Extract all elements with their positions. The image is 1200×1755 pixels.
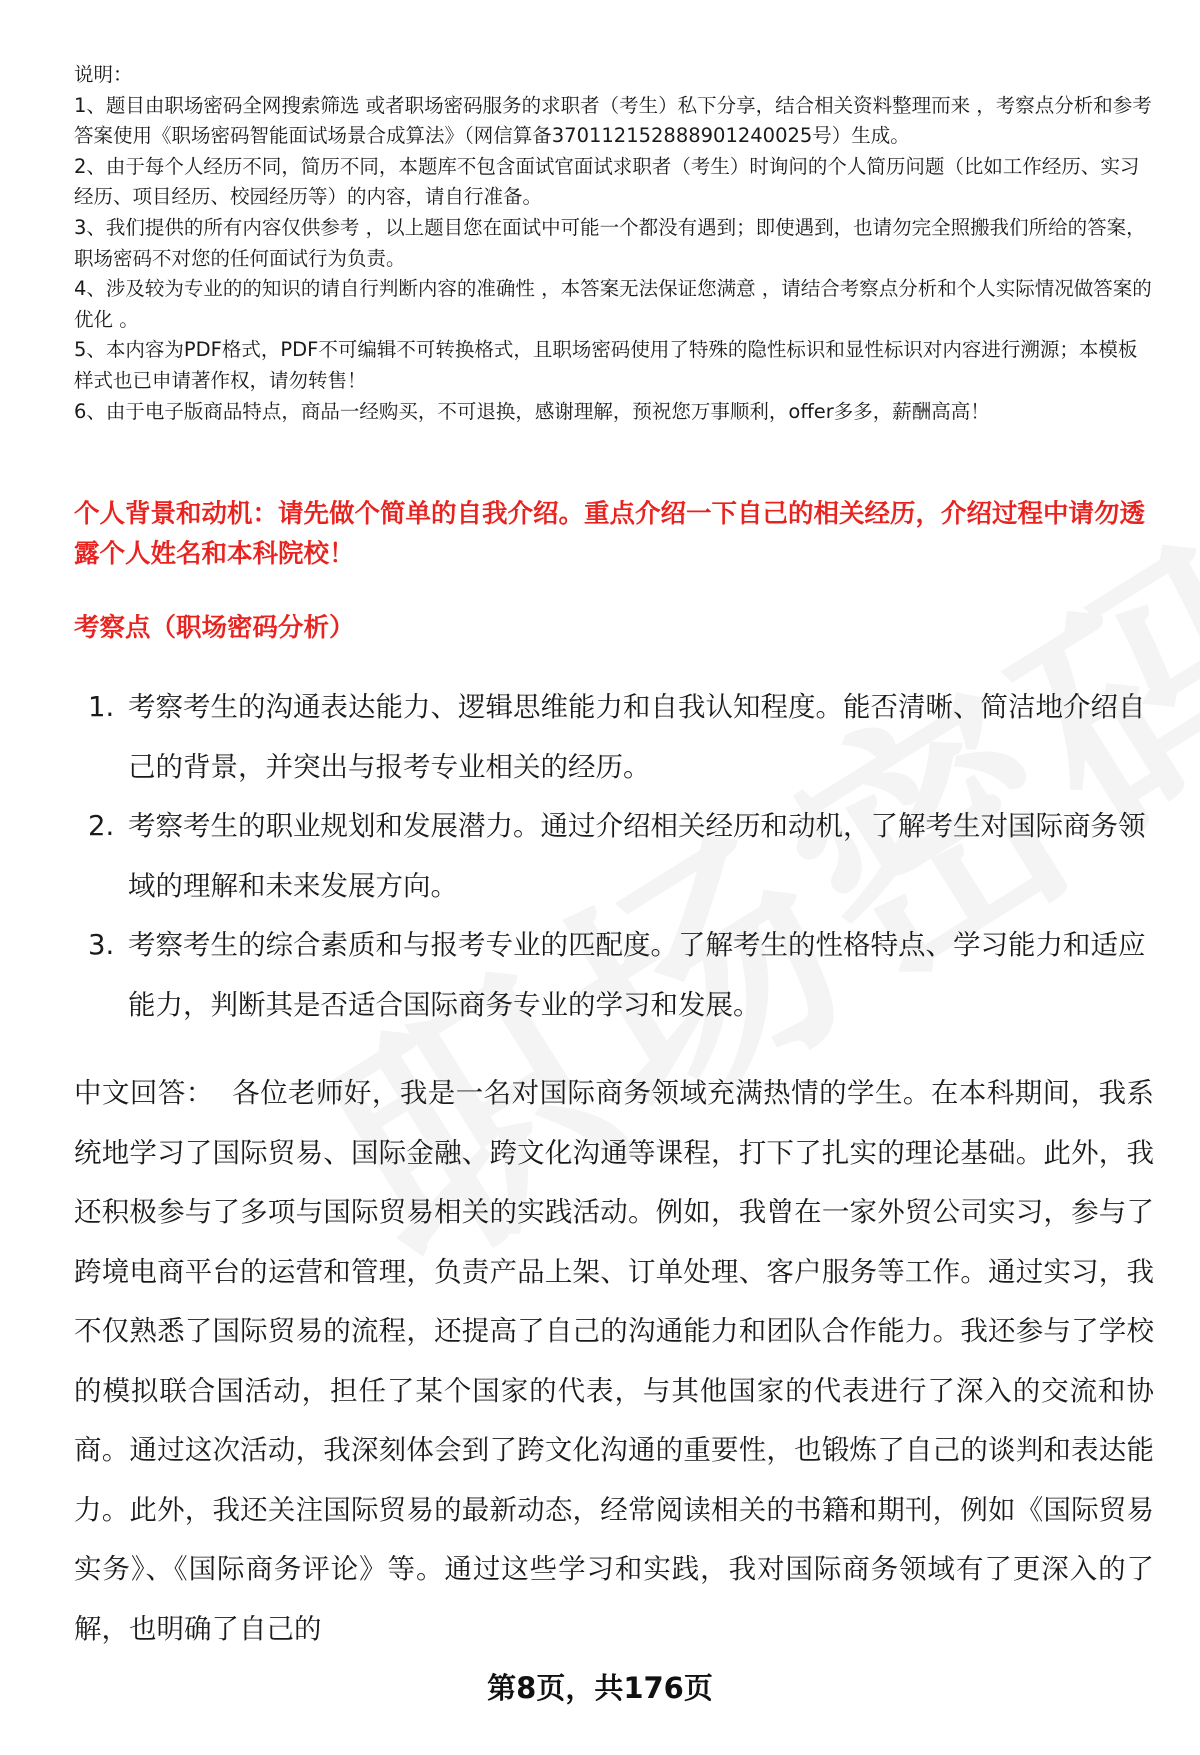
- analysis-point: [74, 916, 1154, 1035]
- point-text: 考察考生的职业规划和发展潜力。通过介绍相关经历和动机，了解考生对国际商务领域的理解和未来发展方向。: [128, 810, 1146, 902]
- point-number: 2.: [88, 810, 115, 842]
- notes-item-5: 5、本内容为PDF格式，PDF不可编辑不可转换格式，且职场密码使用了特殊的隐性标识和显性标识对内容进行溯源；本模板样式也已申请著作权，请勿转售！: [74, 338, 1138, 392]
- notes-item-3: 3、我们提供的所有内容仅供参考 ，以上题目您在面试中可能一个都没有遇到；即使遇到，也请勿完全照搬我们所给的答案，职场密码不对您的任何面试行为负责。: [74, 215, 1146, 270]
- interview-question: 个人背景和动机：请先做个简单的自我介绍。重点介绍一下自己的相关经历，介绍过程中请勿透露个人姓名和本科院校！: [74, 499, 1146, 569]
- point-number: 1.: [88, 691, 115, 723]
- notes-item-6: 6、由于电子版商品特点，商品一经购买，不可退换，感谢理解，预祝您万事顺利，offer多多，薪酬高高！: [74, 399, 990, 423]
- disclaimer-notes: [74, 60, 1154, 427]
- analysis-point: [74, 797, 1154, 916]
- notes-heading: 说明：: [74, 63, 133, 86]
- answer-text: 各位老师好，我是一名对国际商务领域充满热情的学生。在本科期间，我系统地学习了国际贸易、国际金融、跨文化沟通等课程，打下了扎实的理论基础。此外，我还积极参与了多项与国际贸易相关的实践活动。例如，我曾在一家外贸公司实习，参与了跨境电商平台的运营和管理，负责产品上架、订单处理、客户服务等工作。通过实习，我不仅熟悉了国际贸易的流程，还提高了自己的沟通能力和团队合作能力。我还参与了学校的模拟联合国活动，担任了某个国家的代表，与其他国家的代表进行了深入的交流和协商。通过这次活动，我深刻体会到了跨文化沟通的重要性，也锻炼了自己的谈判和表达能力。此外，我还关注国际贸易的最新动态，经常阅读相关的书籍和期刊，例如《国际贸易实务》、《国际商务评论》等。通过这些学习和实践，我对国际商务领域有了更深入的了解，也明确了自己的: [74, 1077, 1155, 1645]
- notes-item-1: 1、题目由职场密码全网搜索筛选 或者职场密码服务的求职者（考生）私下分享，结合相关资料整理而来 ，考察点分析和参考答案使用《职场密码智能面试场景合成算法》（网信算备370112152888901240025号）生成。: [74, 93, 1152, 148]
- answer-paragraph: [74, 1064, 1154, 1659]
- analysis-point: [74, 678, 1154, 797]
- page-number: 第8页，共176页: [487, 1671, 713, 1705]
- analysis-title: 考察点（职场密码分析）: [74, 613, 355, 643]
- point-number: 3.: [88, 929, 115, 961]
- point-text: 考察考生的沟通表达能力、逻辑思维能力和自我认知程度。能否清晰、简洁地介绍自己的背景，并突出与报考专业相关的经历。: [128, 691, 1146, 783]
- point-text: 考察考生的综合素质和与报考专业的匹配度。了解考生的性格特点、学习能力和适应能力，判断其是否适合国际商务专业的学习和发展。: [128, 929, 1146, 1021]
- answer-label: 中文回答：: [74, 1077, 214, 1109]
- notes-item-4: 4、涉及较为专业的的知识的请自行判断内容的准确性 ，本答案无法保证您满意 ，请结合考察点分析和个人实际情况做答案的优化 。: [74, 277, 1152, 331]
- analysis-points: [74, 678, 1154, 1035]
- notes-item-2: 2、由于每个人经历不同，简历不同，本题库不包含面试官面试求职者（考生）时询问的个人简历问题（比如工作经历、实习经历、项目经历、校园经历等）的内容，请自行准备。: [74, 154, 1140, 209]
